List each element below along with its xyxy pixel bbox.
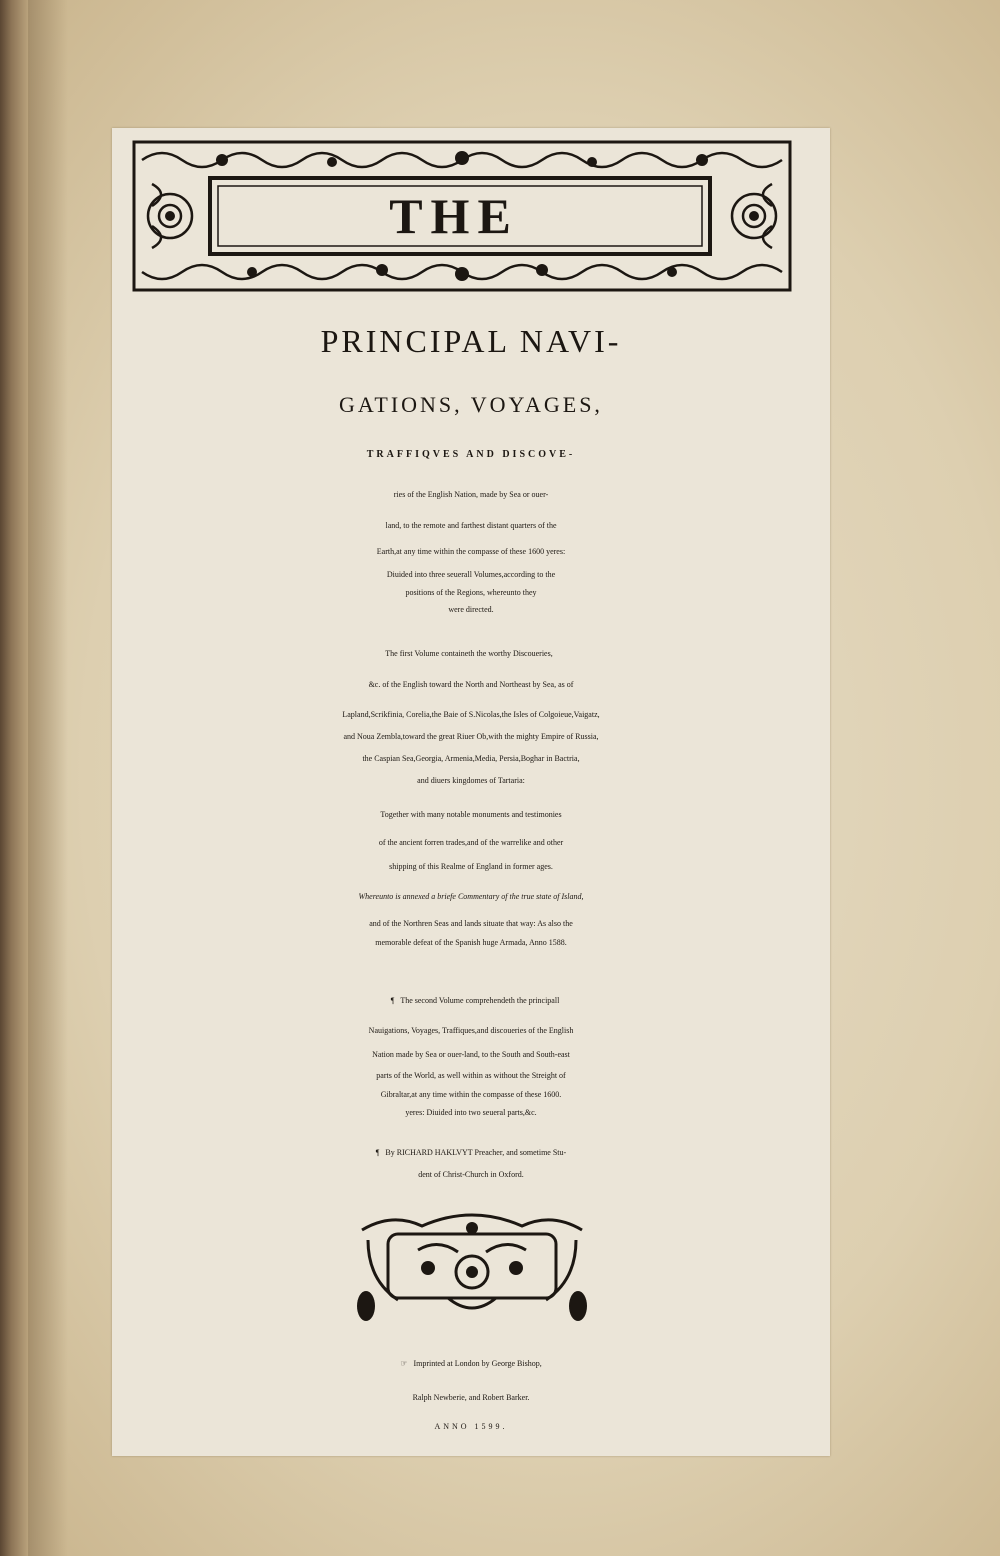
title-line-traffiques: TRAFFIQVES AND DISCOVE-	[366, 449, 576, 460]
volume-one-line: memorable defeat of the Spanish huge Armada, Anno 1588.	[375, 938, 567, 947]
volume-one-line: and Noua Zembla,toward the great Riuer Ob,with the mighty Empire of Russia,	[343, 732, 599, 741]
imprint-line	[114, 1346, 828, 1382]
imprint-line-text: Imprinted at London by George Bishop,	[413, 1359, 542, 1368]
author-line: dent of Christ-Church in Oxford.	[418, 1170, 524, 1179]
title-line-principal: PRINCIPAL NAVI-	[320, 323, 622, 359]
volume-two-line: parts of the World, as well within as without the Streight of	[376, 1071, 566, 1080]
title-line-positions: positions of the Regions, whereunto they	[405, 588, 537, 597]
binding-edge	[0, 0, 28, 1556]
imprint-line: Ralph Newberie, and Robert Barker.	[412, 1393, 530, 1402]
volume-one-line: and diuers kingdomes of Tartaria:	[417, 776, 525, 785]
title-line-earth: Earth,at any time within the compasse of these 1600 yeres:	[376, 547, 566, 556]
pilcrow-icon: ¶	[375, 1148, 380, 1157]
printers-ornament	[348, 1210, 596, 1328]
printers-ornament-icon	[348, 1210, 596, 1328]
volume-one-line: shipping of this Realme of England in former ages.	[389, 862, 553, 871]
title-line-land: land, to the remote and farthest distant quarters of the	[385, 521, 557, 530]
volume-one-heading: The first Volume containeth the worthy Discoueries,	[385, 649, 553, 658]
title-line-were: were directed.	[448, 605, 494, 614]
volume-one-line: &c. of the English toward the North and Northeast by Sea, as of	[368, 680, 574, 689]
volume-one-line: of the ancient forren trades,and of the warrelike and other	[378, 838, 564, 847]
volume-one-line: and of the Northren Seas and lands situate that way: As also the	[369, 919, 573, 928]
volume-one-line: Whereunto is annexed a briefe Commentary of the true state of Island,	[358, 892, 584, 901]
author-line	[114, 1142, 828, 1164]
page-gutter	[28, 0, 68, 1556]
pilcrow-icon: ¶	[390, 996, 395, 1005]
volume-two-heading-text: The second Volume comprehendeth the principall	[400, 996, 560, 1005]
title-line-ries: ries of the English Nation, made by Sea or ouer-	[393, 490, 549, 499]
volume-two-line: yeres: Diuided into two seueral parts,&c.	[405, 1108, 537, 1117]
volume-two-line: Gibraltar,at any time within the compasse of these 1600.	[380, 1090, 562, 1099]
volume-two-heading	[118, 984, 832, 1018]
imprint-date: ANNO 1599.	[434, 1422, 508, 1431]
title-line-gations: GATIONS, VOYAGES,	[339, 392, 603, 417]
pointing-hand-icon: ☞	[400, 1359, 408, 1368]
volume-one-line: the Caspian Sea,Georgia, Armenia,Media, Persia,Boghar in Bactria,	[362, 754, 580, 763]
volume-one-line: Lapland,Scrikfinia, Corelia,the Baie of S.Nicolas,the Isles of Colgoieue,Vaigatz,	[342, 710, 600, 719]
author-line-text: By RICHARD HAKLVYT Preacher, and sometime Stu-	[385, 1148, 567, 1157]
title-word-the: THE	[389, 188, 519, 244]
volume-two-line: Nation made by Sea or ouer-land, to the South and South-east	[372, 1050, 570, 1059]
title-line-divided: Diuided into three seuerall Volumes,according to the	[386, 570, 556, 579]
volume-one-line: Together with many notable monuments and testimonies	[380, 810, 562, 819]
volume-two-line: Nauigations, Voyages, Traffiques,and discoueries of the English	[368, 1026, 574, 1035]
